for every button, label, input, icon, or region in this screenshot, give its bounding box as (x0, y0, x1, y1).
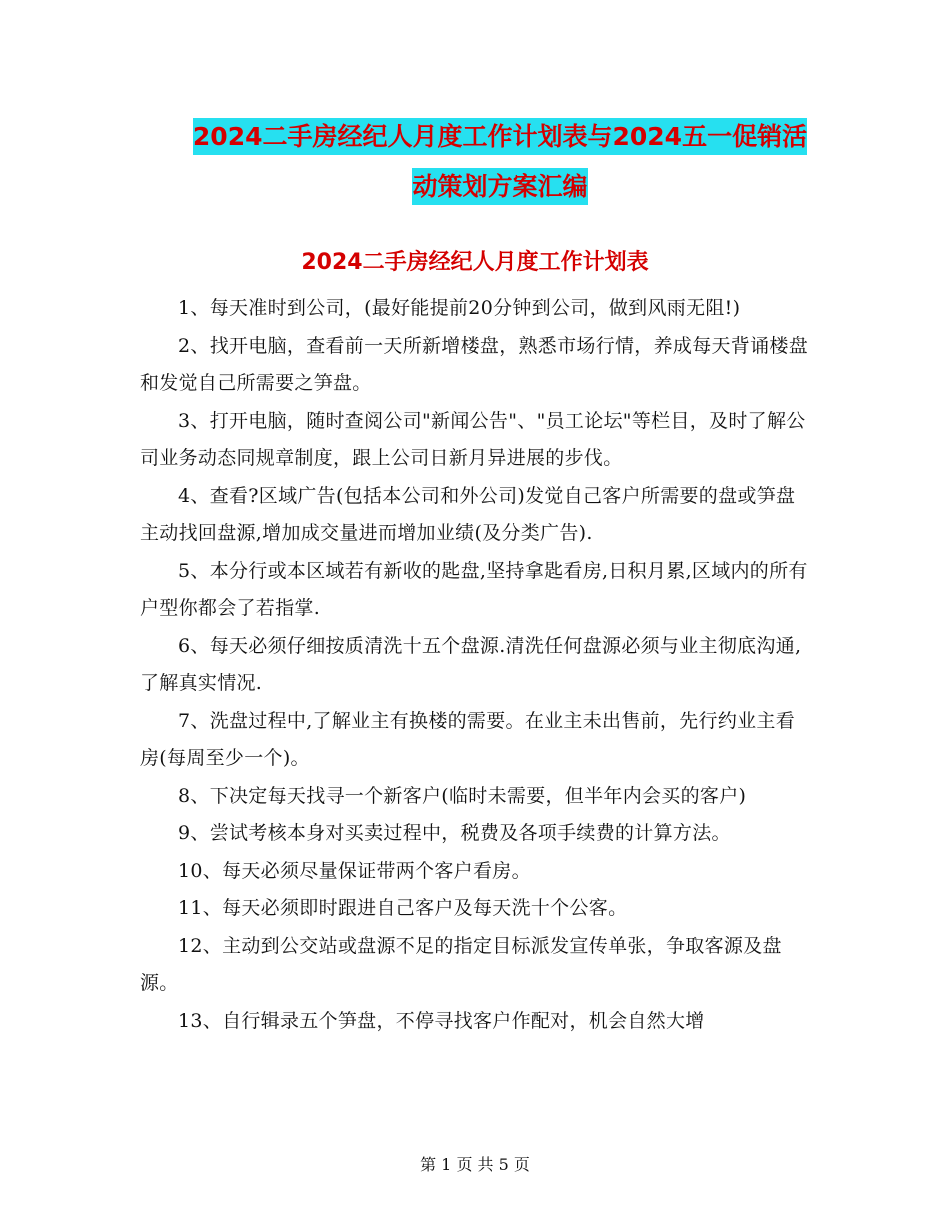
plan-item: 3、打开电脑，随时查阅公司"新闻公告"、"员工论坛"等栏目，及时了解公司业务动态同规章制度，跟上公司日新月异进展的步伐。 (140, 409, 806, 469)
page-footer: 第 1 页 共 5 页 (420, 1155, 530, 1174)
section-title: 2024二手房经纪人月度工作计划表 (301, 250, 649, 275)
document-title-line-2: 动策划方案汇编 (412, 168, 587, 205)
plan-item: 7、洗盘过程中,了解业主有换楼的需要。在业主未出售前，先行约业主看房(每周至少一个)。 (140, 709, 796, 769)
plan-item: 5、本分行或本区域若有新收的匙盘,坚持拿匙看房,日积月累,区域内的所有户型你都会了若指掌. (140, 559, 808, 619)
plan-item: 1、每天准时到公司，(最好能提前20分钟到公司，做到风雨无阻!) (178, 297, 741, 319)
plan-item: 4、查看?区域广告(包括本公司和外公司)发觉自己客户所需要的盘或笋盘主动找回盘源,增加成交量进而增加业绩(及分类广告). (140, 484, 796, 544)
plan-item: 13、自行辑录五个笋盘，不停寻找客户作配对，机会自然大增 (178, 1009, 705, 1032)
plan-item: 6、每天必须仔细按质清洗十五个盘源.清洗任何盘源必须与业主彻底沟通,了解真实情况. (140, 634, 802, 694)
plan-item-list (140, 290, 810, 1040)
plan-item: 12、主动到公交站或盘源不足的指定目标派发宣传单张，争取客源及盘源。 (140, 934, 782, 994)
plan-item: 11、每天必须即时跟进自己客户及每天洗十个公客。 (178, 897, 628, 919)
plan-item: 2、找开电脑，查看前一天所新增楼盘，熟悉市场行情，养成每天背诵楼盘和发觉自己所需要之笋盘。 (140, 334, 808, 394)
plan-item: 8、下决定每天找寻一个新客户(临时未需要，但半年内会买的客户) (178, 784, 747, 807)
document-title-line-1: 2024二手房经纪人月度工作计划表与2024五一促销活 (193, 118, 807, 155)
plan-item: 9、尝试考核本身对买卖过程中，税费及各项手续费的计算方法。 (178, 822, 731, 844)
document-title (130, 112, 870, 212)
plan-item: 10、每天必须尽量保证带两个客户看房。 (178, 859, 531, 882)
